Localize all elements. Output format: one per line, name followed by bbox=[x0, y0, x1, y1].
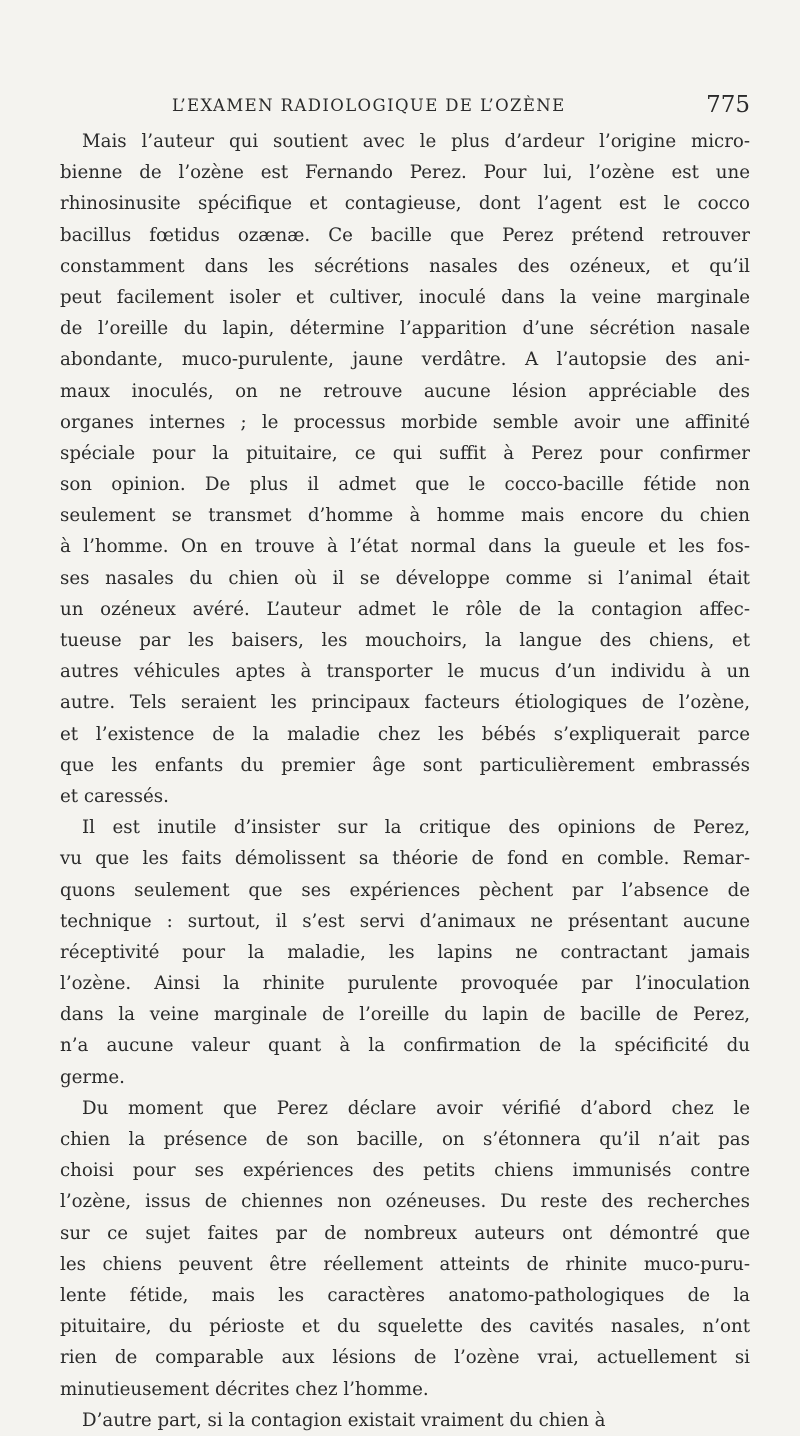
text-line: l’ozène, issus de chiennes non ozéneuses. Du reste des recherches bbox=[60, 1191, 750, 1213]
text-line: sur ce sujet faites par de nombreux auteurs ont démontré que bbox=[60, 1222, 750, 1244]
text-line: ses nasales du chien où il se développe comme si l’animal était bbox=[60, 567, 750, 589]
text-line: rien de comparable aux lésions de l’ozène vrai, actuellement si bbox=[60, 1347, 750, 1369]
text-line: choisi pour ses expériences des petits chiens immunisés contre bbox=[60, 1160, 750, 1182]
text-line: que les enfants du premier âge sont particulièrement embrassés bbox=[60, 754, 750, 776]
text-line: et caressés. bbox=[60, 785, 169, 807]
text-line: Du moment que Perez déclare avoir vérifié d’abord chez le bbox=[82, 1097, 750, 1119]
text-line: à l’homme. On en trouve à l’état normal dans la gueule et les fos- bbox=[60, 536, 750, 558]
text-line: autres véhicules aptes à transporter le mucus d’un individu à un bbox=[60, 661, 750, 683]
body-text bbox=[60, 126, 750, 1436]
text-line: les chiens peuvent être réellement atteints de rhinite muco-puru- bbox=[60, 1253, 750, 1275]
text-line: autre. Tels seraient les principaux facteurs étiologiques de l’ozène, bbox=[60, 692, 750, 714]
text-line: constamment dans les sécrétions nasales des ozéneux, et qu’il bbox=[60, 255, 750, 277]
text-line: technique : surtout, il s’est servi d’animaux ne présentant aucune bbox=[60, 910, 750, 932]
text-line: lente fétide, mais les caractères anatomo-pathologiques de la bbox=[60, 1284, 750, 1306]
text-line: un ozéneux avéré. L’auteur admet le rôle de la contagion affec- bbox=[60, 598, 750, 620]
header-title: L’EXAMEN RADIOLOGIQUE DE L’OZÈNE bbox=[172, 96, 566, 115]
text-line: Mais l’auteur qui soutient avec le plus d’ardeur l’origine micro- bbox=[82, 131, 750, 152]
text-line: chien la présence de son bacille, on s’étonnera qu’il n’ait pas bbox=[60, 1129, 750, 1150]
text-line: l’ozène. Ainsi la rhinite purulente provoquée par l’inoculation bbox=[60, 973, 750, 995]
text-line: seulement se transmet d’homme à homme mais encore du chien bbox=[60, 505, 750, 527]
text-line: organes internes ; le processus morbide semble avoir une affinité bbox=[60, 411, 750, 433]
text-line: abondante, muco-purulente, jaune verdâtre. A l’autopsie des ani- bbox=[60, 349, 750, 371]
text-line: rhinosinusite spécifique et contagieuse, dont l’agent est le cocco bbox=[60, 193, 750, 215]
text-line: quons seulement que ses expériences pèchent par l’absence de bbox=[60, 879, 750, 901]
text-line: maux inoculés, on ne retrouve aucune lésion appréciable des bbox=[60, 380, 750, 402]
text-line: bacillus fœtidus ozænæ. Ce bacille que Perez prétend retrouver bbox=[60, 224, 750, 246]
text-line: pituitaire, du périoste et du squelette des cavités nasales, n’ont bbox=[60, 1316, 750, 1338]
page-number: 775 bbox=[706, 92, 750, 118]
text-line: n’a aucune valeur quant à la confirmation de la spécificité du bbox=[60, 1035, 750, 1057]
text-line: tueuse par les baisers, les mouchoirs, la langue des chiens, et bbox=[60, 630, 750, 651]
text-line: et l’existence de la maladie chez les bébés s’expliquerait parce bbox=[60, 723, 750, 745]
text-line: bienne de l’ozène est Fernando Perez. Pour lui, l’ozène est une bbox=[60, 162, 750, 184]
text-line: son opinion. De plus il admet que le cocco-bacille fétide non bbox=[60, 474, 750, 496]
text-line: de l’oreille du lapin, détermine l’apparition d’une sécrétion nasale bbox=[60, 318, 750, 340]
text-line: Il est inutile d’insister sur la critique des opinions de Perez, bbox=[82, 817, 750, 839]
text-line: peut facilement isoler et cultiver, inoculé dans la veine marginale bbox=[60, 286, 750, 308]
text-line: spéciale pour la pituitaire, ce qui suffit à Perez pour confirmer bbox=[60, 442, 750, 464]
text-line: minutieusement décrites chez l’homme. bbox=[60, 1378, 429, 1400]
text-line: D’autre part, si la contagion existait vraiment du chien à bbox=[82, 1409, 606, 1431]
text-line: réceptivité pour la maladie, les lapins ne contractant jamais bbox=[60, 941, 750, 963]
text-line: germe. bbox=[60, 1066, 125, 1088]
text-line: dans la veine marginale de l’oreille du lapin de bacille de Perez, bbox=[60, 1004, 750, 1026]
text-line: vu que les faits démolissent sa théorie de fond en comble. Remar- bbox=[60, 848, 750, 870]
running-head bbox=[60, 86, 750, 126]
